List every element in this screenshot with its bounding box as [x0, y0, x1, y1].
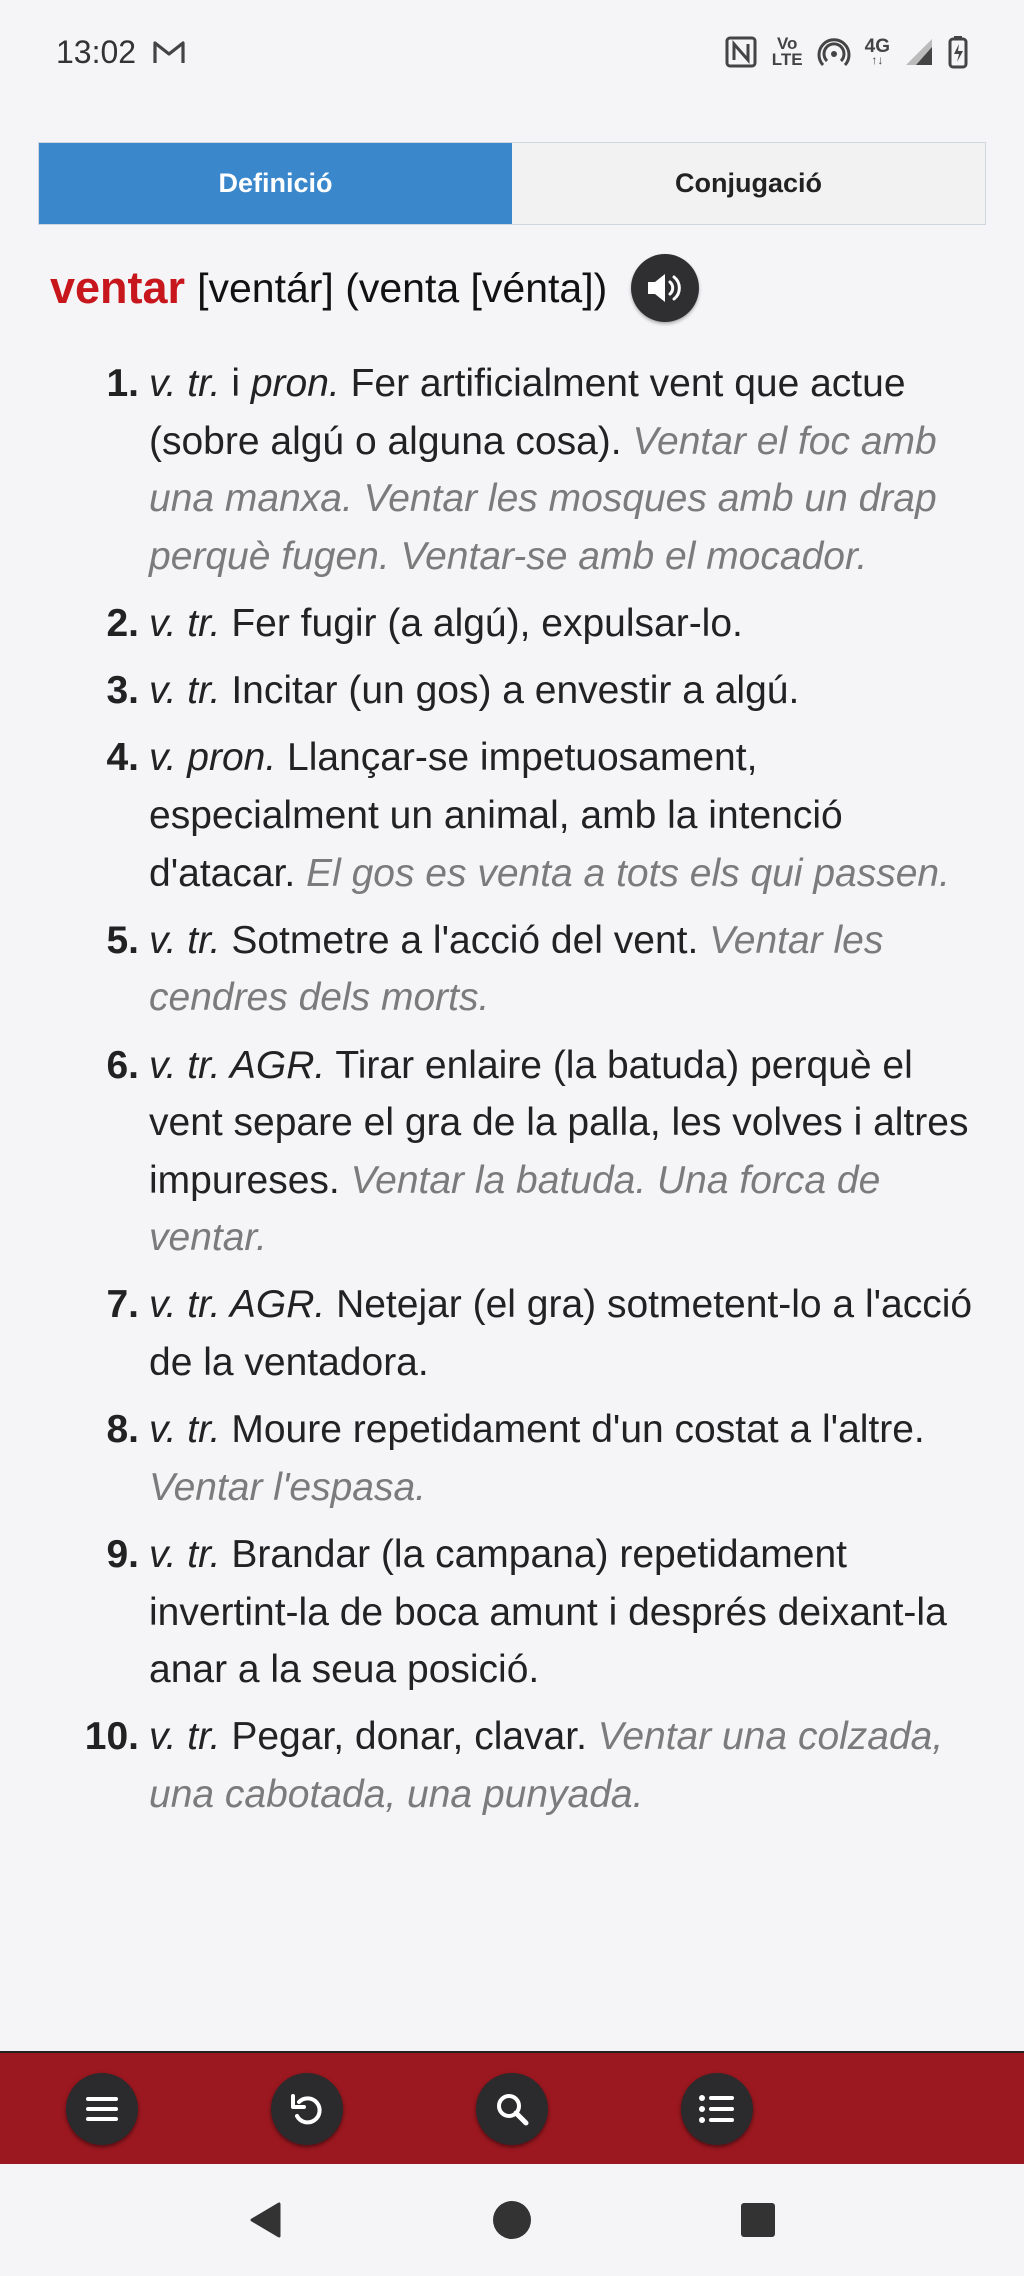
- headword: ventar: [50, 262, 186, 313]
- definition-item: [0, 1401, 1024, 1516]
- grammar-tag: v. pron.: [149, 736, 277, 780]
- definition-text: Moure repetidament d'un costat a l'altre.: [220, 1408, 925, 1452]
- definition-list: [0, 355, 1024, 1833]
- status-right: [724, 35, 968, 69]
- definition-item: [0, 1708, 1024, 1823]
- bottom-toolbar: [0, 2051, 1024, 2164]
- definition-text: Netejar (el gra) sotmetent-lo a l'acció de la ventadora.: [149, 1283, 973, 1385]
- grammar-tag: pron.: [250, 362, 340, 405]
- menu-icon: [84, 2094, 120, 2124]
- status-time: 13:02: [56, 33, 137, 70]
- definition-example: Ventar el foc amb una manxa. Ventar les mosques amb un drap perquè fugen. Ventar-se amb el mocador.: [149, 419, 937, 578]
- definition-text: Incitar (un gos) a envestir a algú.: [220, 669, 800, 713]
- list-icon: [698, 2093, 736, 2125]
- undo-icon: [288, 2090, 326, 2128]
- grammar-tag: v. tr.: [149, 362, 221, 405]
- definition-item: [0, 729, 1024, 902]
- hotspot-icon: [817, 35, 851, 69]
- definition-text: Tirar enlaire (la batuda) perquè el vent separe el gra de la palla, les volves i altres impureses.: [149, 1043, 969, 1202]
- signal-icon: [904, 37, 934, 67]
- definition-example: Ventar les cendres dels morts.: [149, 918, 884, 1020]
- network-label: 4G: [864, 36, 890, 57]
- definition-number: 10.: [84, 1715, 139, 1759]
- battery-icon: [948, 35, 968, 69]
- volte-bottom: LTE: [771, 50, 803, 69]
- definition-text: Pegar, donar, clavar.: [220, 1715, 598, 1759]
- status-bar: [0, 0, 1024, 104]
- grammar-tag: v. tr. AGR.: [149, 1283, 326, 1327]
- grammar-tag: v. tr.: [149, 1408, 221, 1452]
- definition-item: [0, 912, 1024, 1027]
- definition-example: Ventar una colzada, una cabotada, una punyada.: [149, 1715, 944, 1816]
- definition-item: [0, 595, 1024, 653]
- volte-top: Vo: [776, 34, 798, 53]
- definition-number: 7.: [106, 1283, 139, 1327]
- menu-button[interactable]: [66, 2073, 138, 2145]
- definition-example: Ventar l'espasa.: [149, 1465, 426, 1509]
- tab-conjugacio[interactable]: Conjugació: [512, 143, 985, 224]
- nfc-icon: [724, 35, 758, 69]
- 4g-icon: 4G ↑↓: [864, 36, 890, 67]
- definition-text: Sotmetre a l'acció del vent.: [220, 918, 710, 962]
- definition-item: [0, 1526, 1024, 1699]
- grammar-tag: v. tr.: [149, 918, 221, 962]
- system-nav-bar: [0, 2164, 1024, 2276]
- grammar-tag: v. tr.: [149, 1715, 221, 1759]
- definition-item: [0, 662, 1024, 720]
- definition-text: Fer fugir (a algú), expulsar-lo.: [220, 601, 743, 645]
- definition-item: [0, 355, 1024, 585]
- search-icon: [494, 2091, 530, 2127]
- grammar-tag: v. tr.: [149, 1533, 221, 1577]
- definition-number: 9.: [106, 1533, 139, 1577]
- grammar-tag: v. tr.: [149, 601, 221, 645]
- definition-number: 6.: [106, 1043, 139, 1087]
- definition-text: Brandar (la campana) repetidament invertint-la de boca amunt i després deixant-la anar a la seua posició.: [149, 1533, 947, 1692]
- pronunciation: [ventár] (venta [vénta]): [197, 264, 608, 311]
- entry-header: [50, 252, 699, 324]
- back-button[interactable]: [240, 2194, 292, 2246]
- home-icon: [491, 2199, 533, 2241]
- definition-text: Fer artificialment vent que actue (sobre algú o alguna cosa).: [149, 362, 906, 463]
- definition-example: Ventar la batuda. Una forca de ventar.: [149, 1158, 881, 1260]
- definition-example: El gos es venta a tots els qui passen.: [306, 851, 950, 895]
- definition-number: 2.: [106, 601, 139, 645]
- tab-definicio[interactable]: Definició: [39, 143, 512, 224]
- grammar-connector: i: [220, 362, 251, 405]
- definition-number: 4.: [106, 736, 139, 780]
- definition-text: Llançar-se impetuosament, especialment un animal, amb la intenció d'atacar.: [149, 736, 843, 895]
- play-pronunciation-button[interactable]: [631, 254, 699, 322]
- recents-button[interactable]: [732, 2194, 784, 2246]
- definition-number: 3.: [106, 669, 139, 713]
- definition-item: [0, 1037, 1024, 1267]
- tab-bar: [38, 142, 986, 225]
- grammar-tag: v. tr. AGR.: [149, 1043, 326, 1087]
- search-button[interactable]: [476, 2073, 548, 2145]
- definition-number: 5.: [106, 918, 139, 962]
- speaker-icon: [645, 270, 685, 306]
- home-button[interactable]: [486, 2194, 538, 2246]
- gmail-icon: [152, 39, 186, 65]
- status-left: [56, 34, 186, 71]
- undo-button[interactable]: [271, 2073, 343, 2145]
- grammar-tag: v. tr.: [149, 669, 221, 713]
- volte-icon: [772, 36, 803, 68]
- recents-icon: [739, 2201, 777, 2239]
- definition-item: [0, 1276, 1024, 1391]
- back-icon: [246, 2200, 286, 2240]
- definition-number: 1.: [106, 362, 139, 405]
- definition-number: 8.: [106, 1408, 139, 1452]
- list-button[interactable]: [681, 2073, 753, 2145]
